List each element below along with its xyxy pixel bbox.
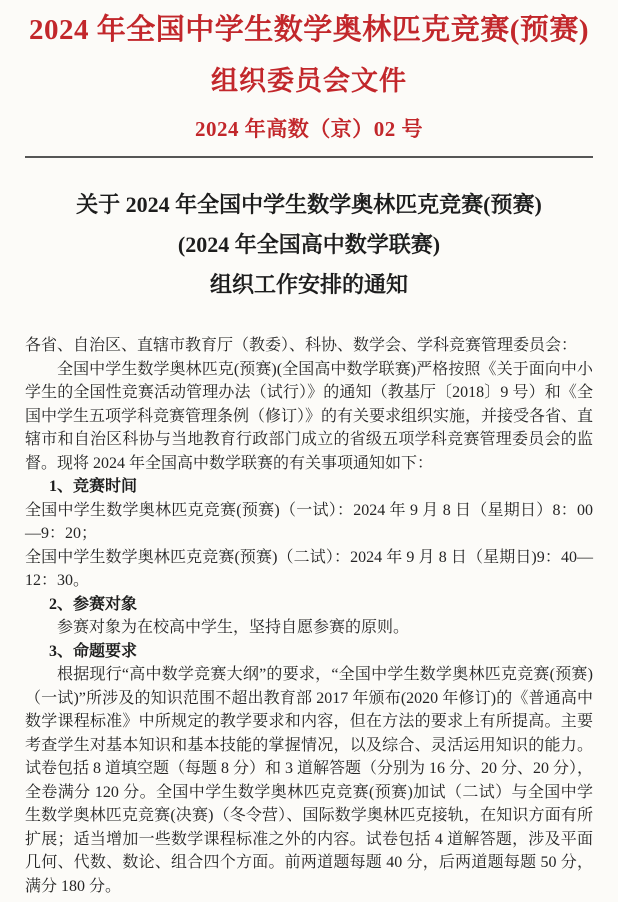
letterhead-divider bbox=[25, 156, 593, 158]
section-3-heading: 3、命题要求 bbox=[49, 642, 138, 660]
letterhead-title-line2: 组织委员会文件 bbox=[211, 66, 407, 96]
letterhead-title-line1: 2024 年全国中学生数学奥林匹克竞赛(预赛) bbox=[28, 14, 590, 46]
notice-title-line1: 关于 2024 年全国中学生数学奥林匹克竞赛(预赛) bbox=[76, 192, 542, 217]
notice-title-line2: (2024 年全国高中数学联赛) bbox=[177, 232, 441, 257]
salutation-line: 各省、自治区、直辖市教育厅（教委）、科协、数学会、学科竞赛管理委员会： bbox=[25, 337, 578, 354]
section-1-heading: 1、竞赛时间 bbox=[49, 478, 138, 495]
notice-body bbox=[25, 334, 593, 898]
document-letterhead bbox=[25, 12, 593, 143]
exam-schedule-second-round: 全国中学生数学奥林匹克竞赛(预赛)（二试）：2024 年 9 月 8 日（星期日)9：40—12：30。 bbox=[25, 548, 593, 589]
exam-schedule-first-round: 全国中学生数学奥林匹克竞赛(预赛)（一试）：2024 年 9 月 8 日（星期日）8：00—9：20； bbox=[25, 501, 593, 542]
section-3-text: 根据现行“高中数学竞赛大纲”的要求，“全国中学生数学奥林匹克竞赛(预赛)（一试)”所涉及的知识范围不超出教育部 2017 年颁布(2020 年修订)的《普通高中数学课程标准》中所规定的教学要求和内容，但在方法的要求上有所提高。主要考查学生对基本知识和基本技能的掌握情况，以及综合、灵活运用知识的能力。试卷包括 8 道填空题（每题 8 分）和 3 道解答题（分别为 16 分、20 分、20 分），全卷满分 120 分。全国中学生数学奥林匹克竞赛(预赛)加试（二试）与全国中学生数学奥林匹克竞赛(决赛)（冬令营）、国际数学奥林匹克接轨，在知识方面有所扩展；适当增加一些数学课程标准之外的内容。试卷包括 4 道解答题，涉及平面几何、代数、数论、组合四个方面。前两道题每题 40 分，后两道题每题 50 分，满分 180 分。 bbox=[25, 666, 594, 895]
section-2-text: 参赛对象为在校高中学生，坚持自愿参赛的原则。 bbox=[57, 619, 410, 636]
section-2-heading: 2、参赛对象 bbox=[49, 595, 138, 613]
notice-title-block bbox=[25, 185, 593, 305]
document-number: 2024 年高数（京）02 号 bbox=[195, 117, 423, 141]
intro-paragraph: 全国中学生数学奥林匹克(预赛)(全国高中数学联赛)严格按照《关于面向中小学生的全国性竞赛活动管理办法（试行）》的通知（教基厅〔2018〕9 号）和《全国中学生五项学科竞赛管理条例（修订）》的有关要求组织实施，并接受各省、直辖市和自治区科协与当地教育行政部门成立的省级五项学科竞赛管理委员会的监督。现将 2024 年全国高中数学联赛的有关事项通知如下： bbox=[25, 360, 594, 472]
notice-title-line3: 组织工作安排的通知 bbox=[209, 272, 408, 297]
